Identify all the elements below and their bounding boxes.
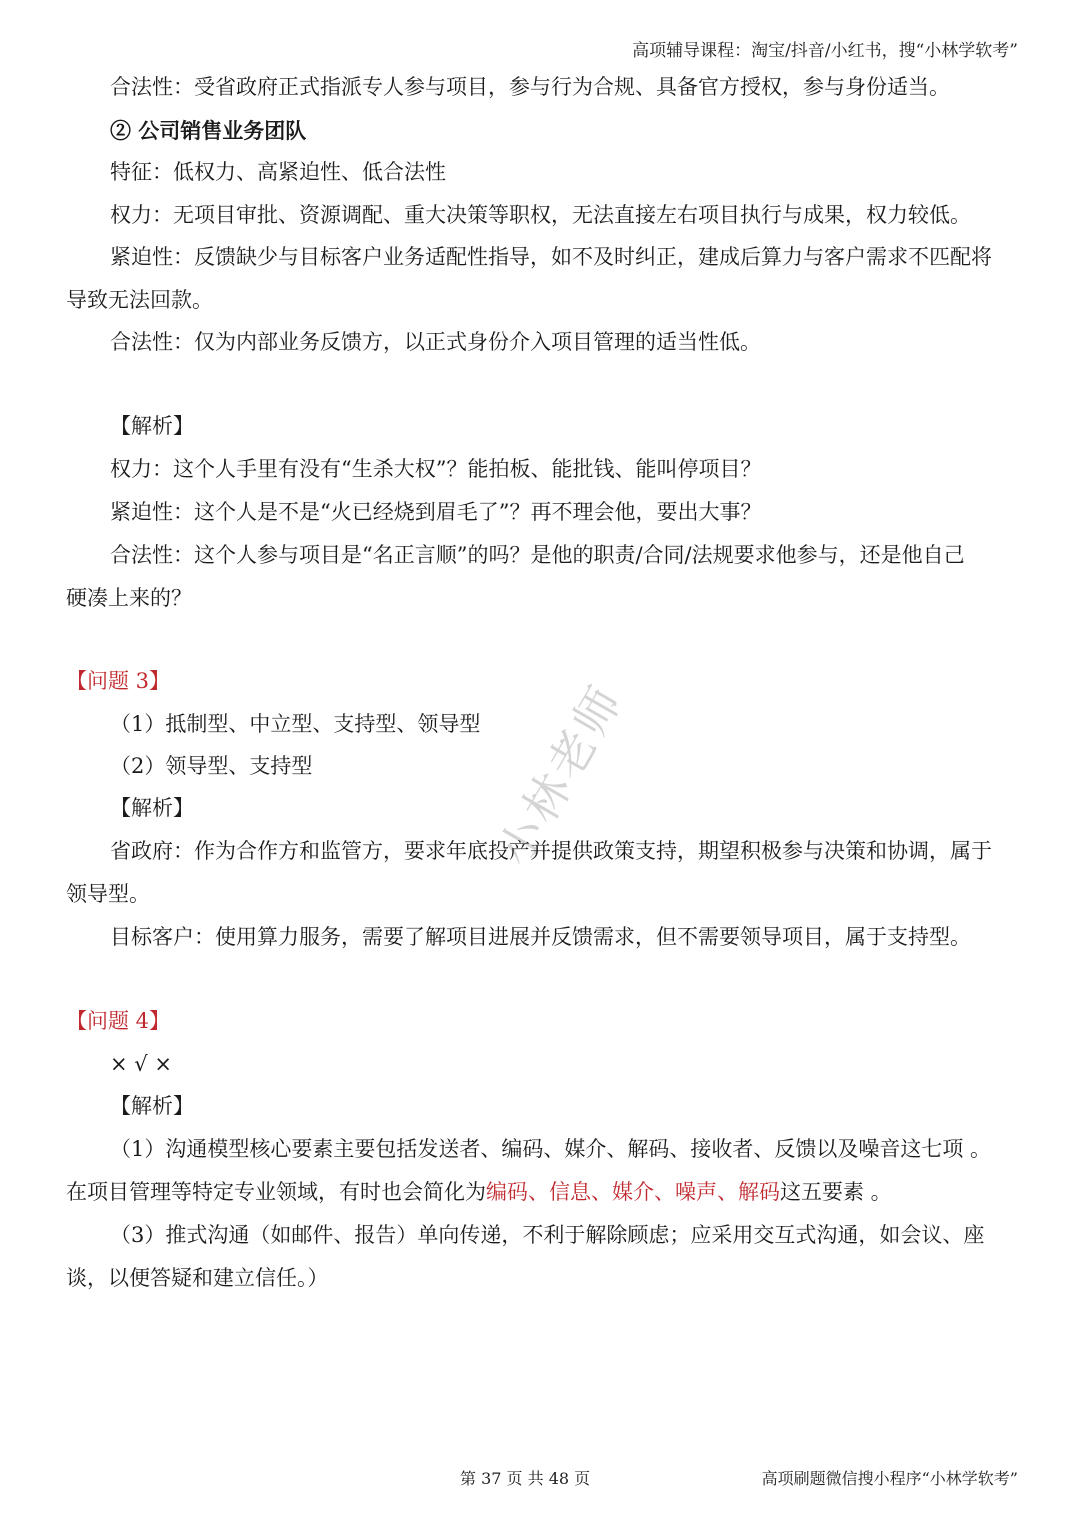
analysis-heading: 【解析】 <box>110 1094 194 1118</box>
paragraph-line: 合法性：这个人参与项目是“名正言顺”的吗？是他的职责/合同/法规要求他参与，还是他自己 <box>110 543 965 567</box>
answer-line: （1）抵制型、中立型、支持型、领导型 <box>110 712 481 736</box>
answer-line: × √ × <box>110 1052 172 1076</box>
paragraph-line: 硬凑上来的？ <box>66 586 192 610</box>
paragraph-line: 合法性：受省政府正式指派专人参与项目，参与行为合规、具备官方授权，参与身份适当。 <box>110 75 950 99</box>
section-heading: ② 公司销售业务团队 <box>110 118 307 143</box>
paragraph-line: 紧迫性：反馈缺少与目标客户业务适配性指导，如不及时纠正，建成后算力与客户需求不匹配将 <box>110 245 992 269</box>
paragraph-line: 导致无法回款。 <box>66 288 213 312</box>
paragraph-line: 谈，以便答疑和建立信任。） <box>66 1266 329 1290</box>
watermark: 小林老师 <box>487 674 634 875</box>
analysis-heading: 【解析】 <box>110 414 194 438</box>
answer-line: （2）领导型、支持型 <box>110 754 313 778</box>
paragraph-line: 目标客户：使用算力服务，需要了解项目进展并反馈需求，但不需要领导项目，属于支持型。 <box>110 925 971 949</box>
page-number: 第 37 页 共 48 页 <box>460 1469 591 1488</box>
highlight-span: 编码、信息、媒介、噪声、解码 <box>486 1180 780 1204</box>
paragraph-line: 权力：这个人手里有没有“生杀大权”？能拍板、能批钱、能叫停项目？ <box>110 457 762 481</box>
footer-note: 高项刷题微信搜小程序“小林学软考” <box>761 1469 1018 1488</box>
paragraph-line: （1）沟通模型核心要素主要包括发送者、编码、媒介、解码、接收者、反馈以及噪音这七项 。 <box>110 1137 992 1161</box>
question-heading: 【问题 4】 <box>66 1009 171 1033</box>
text-span: 这五要素 。 <box>780 1180 892 1204</box>
paragraph-line: 省政府：作为合作方和监管方，要求年底投产并提供政策支持，期望积极参与决策和协调，属于 <box>110 839 992 863</box>
question-heading: 【问题 3】 <box>66 669 171 693</box>
paragraph-line: 领导型。 <box>66 882 150 906</box>
paragraph-line: 紧迫性：这个人是不是“火已经烧到眉毛了”？再不理会他，要出大事？ <box>110 500 762 524</box>
paragraph-line: 特征：低权力、高紧迫性、低合法性 <box>110 160 446 184</box>
paragraph-line <box>66 1177 1018 1207</box>
paragraph-line: （3）推式沟通（如邮件、报告）单向传递，不利于解除顾虑；应采用交互式沟通，如会议、座 <box>110 1223 985 1247</box>
page-header: 高项辅导课程：淘宝/抖音/小红书，搜“小林学软考” <box>632 41 1018 61</box>
paragraph-line: 合法性：仅为内部业务反馈方，以正式身份介入项目管理的适当性低。 <box>110 330 761 354</box>
paragraph-line: 权力：无项目审批、资源调配、重大决策等职权，无法直接左右项目执行与成果，权力较低。 <box>110 203 971 227</box>
analysis-heading: 【解析】 <box>110 796 194 820</box>
text-span: 在项目管理等特定专业领域，有时也会简化为 <box>66 1180 486 1204</box>
